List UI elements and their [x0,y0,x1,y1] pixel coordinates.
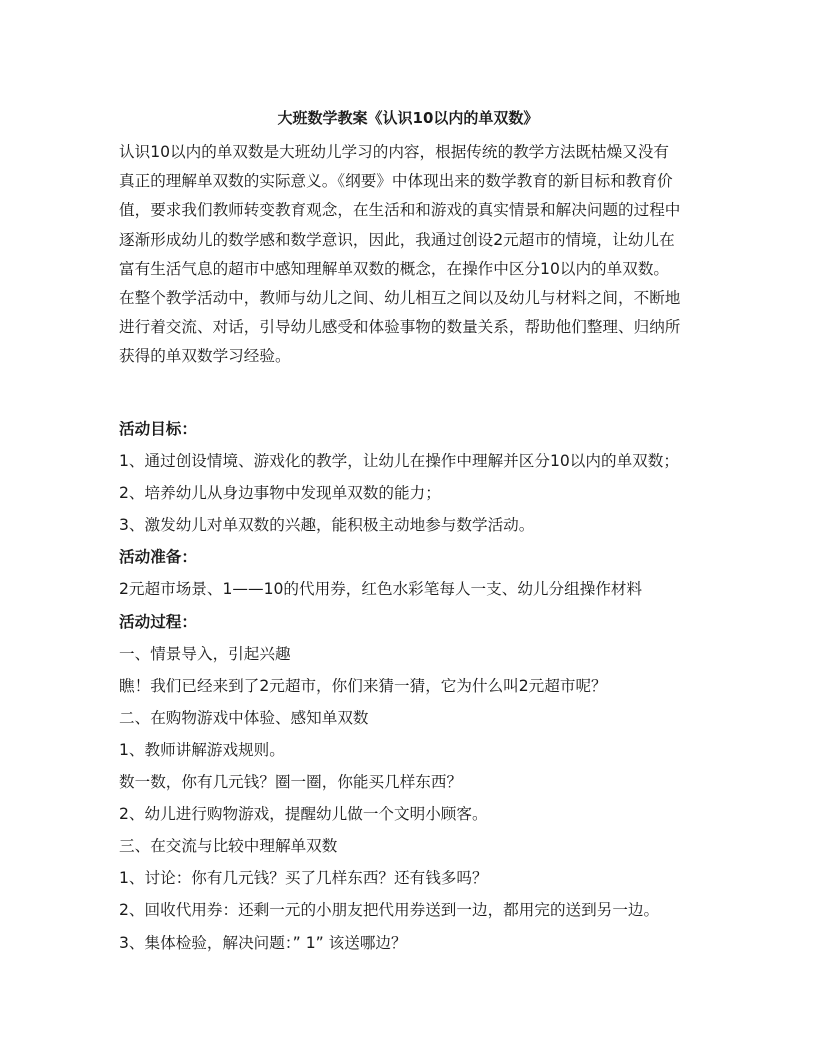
intro-line: 在整个教学活动中，教师与幼儿之间、幼儿相互之间以及幼儿与材料之间，不断地 [119,289,681,308]
prep-text: 2元超市场景、1——10的代用券，红色水彩笔每人一支、幼儿分组操作材料 [119,580,643,599]
process-step: 二、在购物游戏中体验、感知单双数 [119,708,369,727]
document-body [119,413,719,959]
intro-paragraph [119,138,709,372]
intro-line: 值，要求我们教师转变教育观念，在生活和和游戏的真实情景和解决问题的过程中 [119,201,681,220]
intro-line: 富有生活气息的超市中感知理解单双数的概念，在操作中区分10以内的单双数。 [119,259,670,278]
goal-item: 1、通过创设情境、游戏化的教学，让幼儿在操作中理解并区分10以内的单双数； [119,452,679,471]
process-step: 1、教师讲解游戏规则。 [119,740,285,759]
document-title: 大班数学教案《认识10以内的单双数》 [277,109,539,127]
goals-heading: 活动目标： [119,420,197,438]
intro-line: 获得的单双数学习经验。 [119,347,291,366]
intro-line: 认识10以内的单双数是大班幼儿学习的内容，根据传统的教学方法既枯燥又没有 [119,143,670,161]
goal-item: 3、激发幼儿对单双数的兴趣，能积极主动地参与数学活动。 [119,516,535,535]
process-step: 一、情景导入，引起兴趣 [119,644,291,663]
prep-heading: 活动准备： [119,548,197,567]
process-step: 3、集体检验，解决问题：” 1” 该送哪边？ [119,933,407,952]
goal-item: 2、培养幼儿从身边事物中发现单双数的能力； [119,484,441,503]
process-step: 数一数，你有几元钱？圈一圈，你能买几样东西？ [119,773,463,792]
intro-line: 真正的理解单双数的实际意义。《纲要》中体现出来的数学教育的新目标和教育价 [119,172,673,191]
process-step: 2、幼儿进行购物游戏，提醒幼儿做一个文明小顾客。 [119,805,488,824]
process-step: 2、回收代用券：还剩一元的小朋友把代用券送到一边，都用完的送到另一边。 [119,901,660,920]
process-step: 1、讨论：你有几元钱？买了几样东西？还有钱多吗？ [119,869,488,888]
intro-line: 逐渐形成幼儿的数学感和数学意识，因此，我通过创设2元超市的情境，让幼儿在 [119,230,675,249]
process-step: 三、在交流与比较中理解单双数 [119,837,338,856]
process-step: 瞧！我们已经来到了2元超市，你们来猜一猜，它为什么叫2元超市呢？ [119,676,607,695]
process-heading: 活动过程： [119,612,197,631]
intro-line: 进行着交流、对话，引导幼儿感受和体验事物的数量关系，帮助他们整理、归纳所 [119,318,681,337]
